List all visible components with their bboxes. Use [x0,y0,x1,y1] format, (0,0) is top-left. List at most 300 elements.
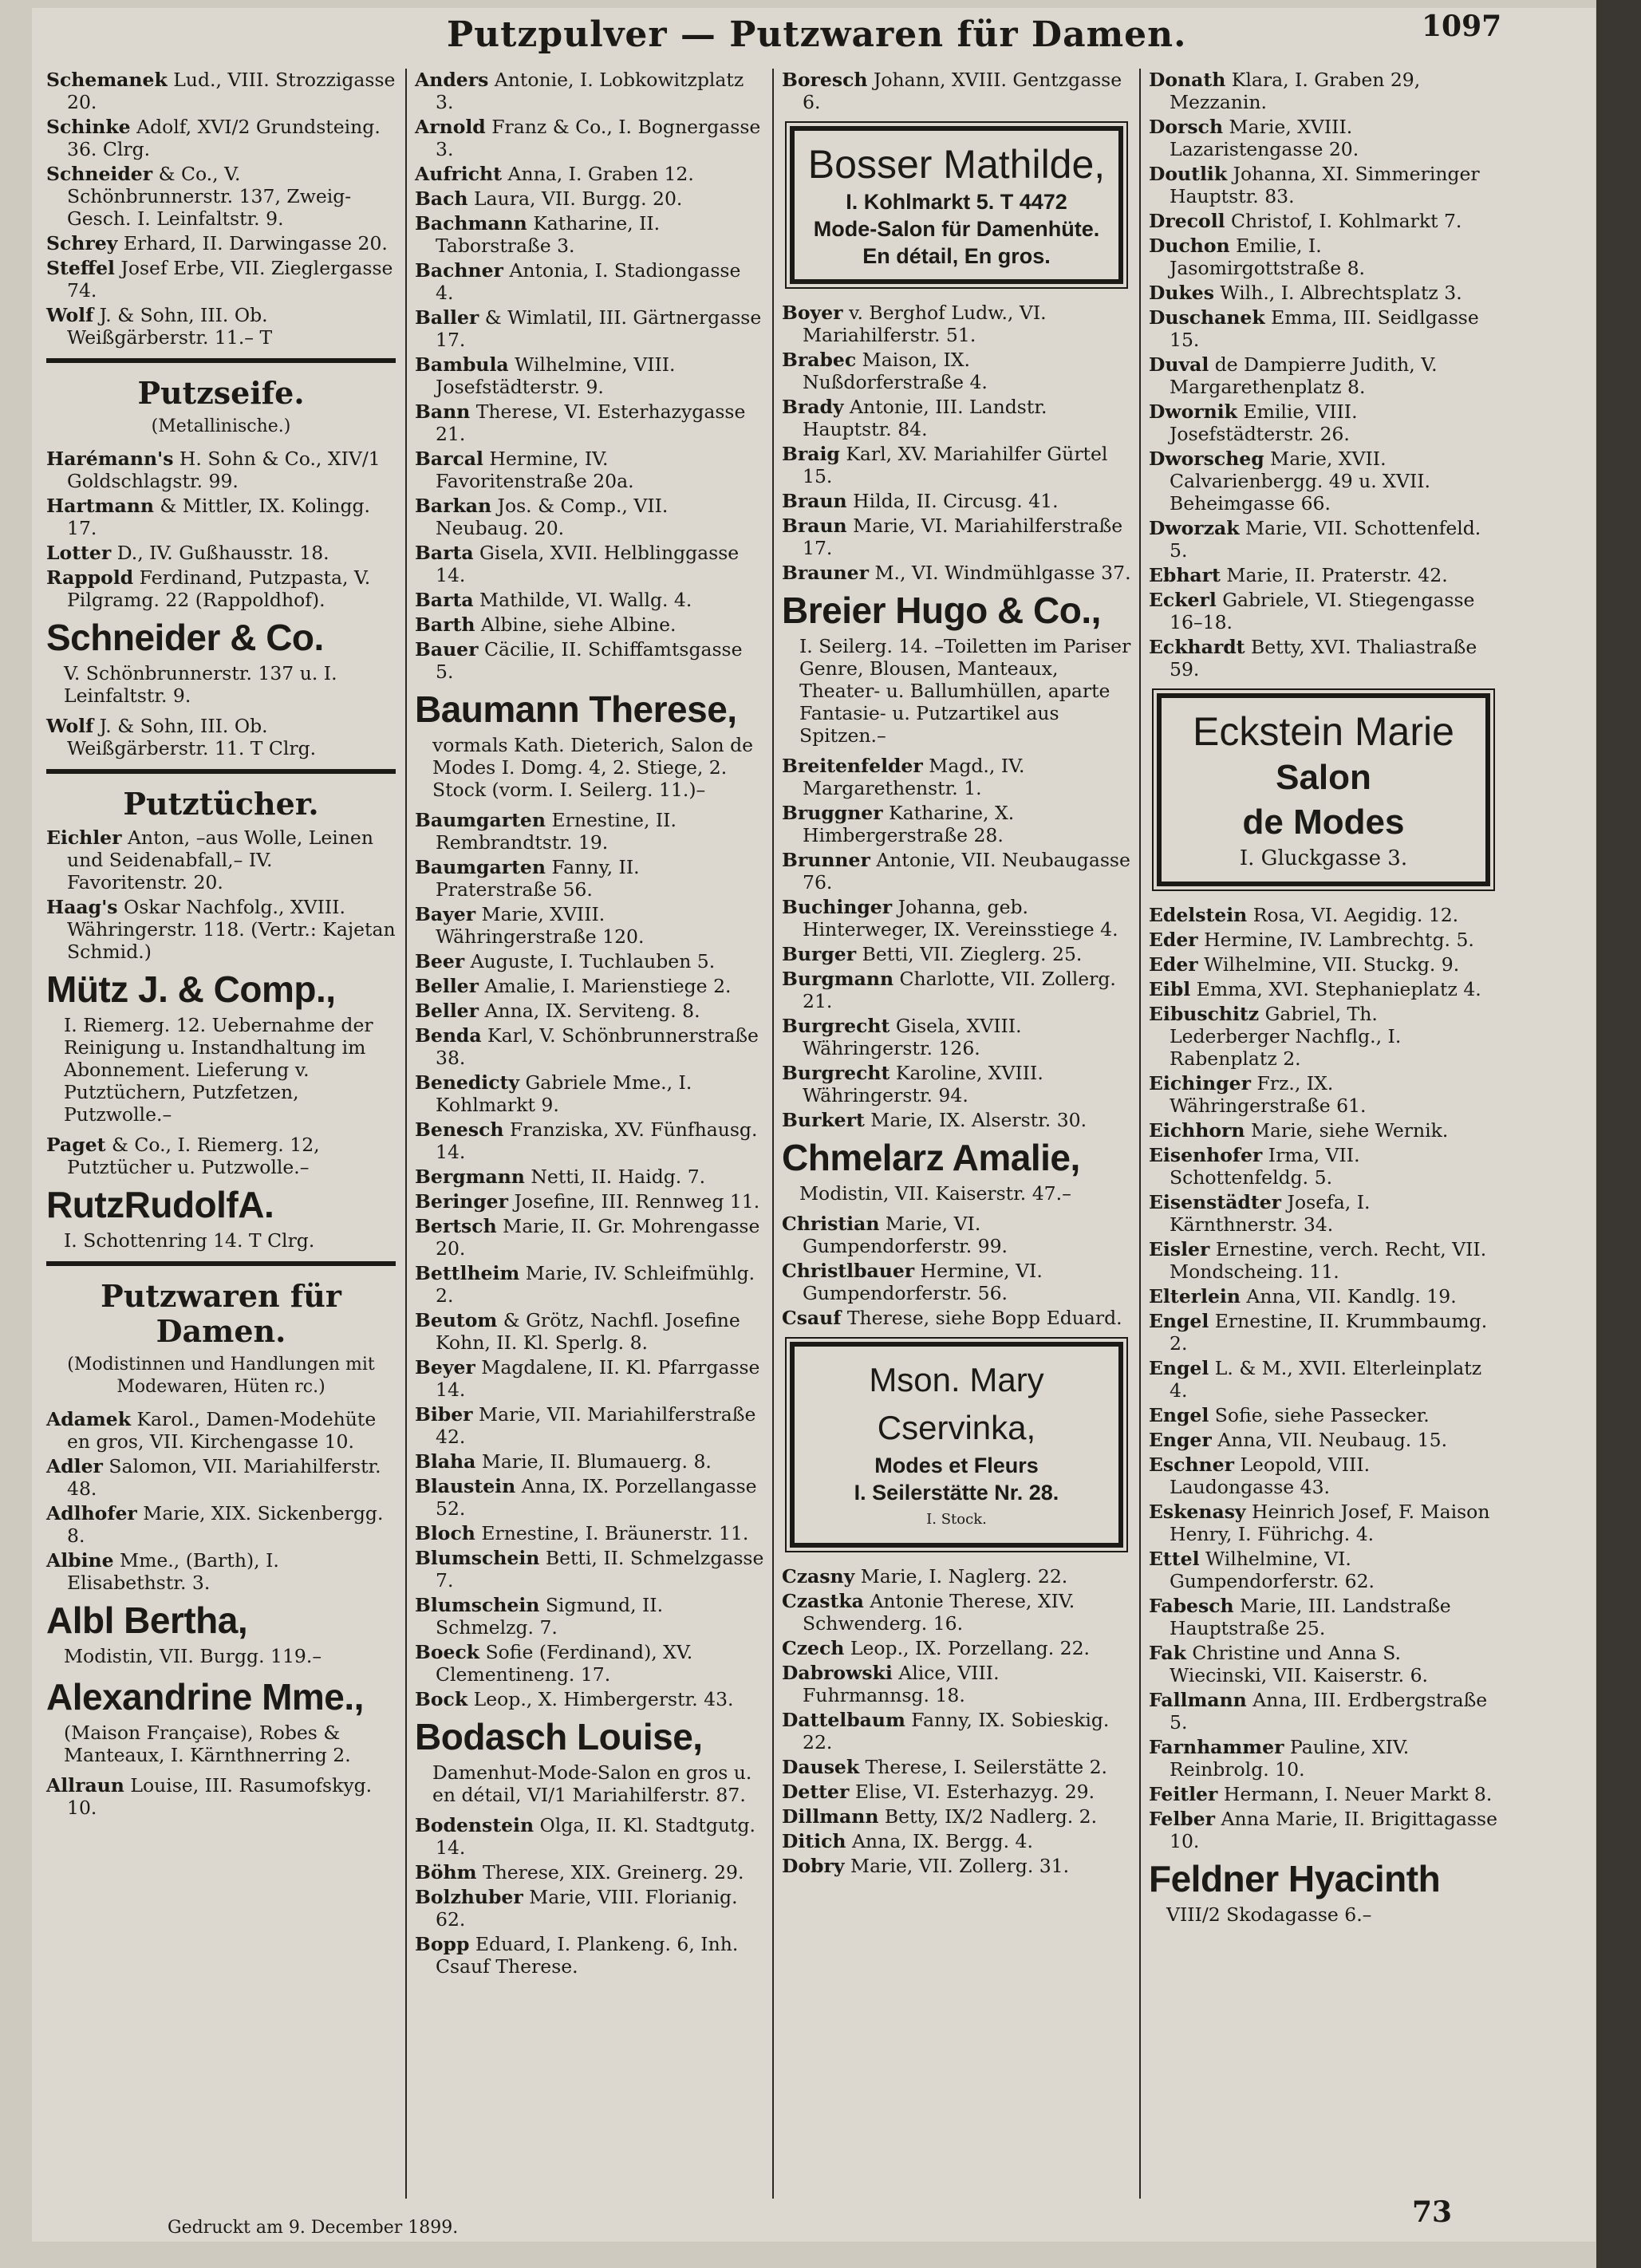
directory-entry [782,69,1131,113]
entry-surname: Dobry [782,1855,845,1877]
entry-surname: Beutom [415,1309,498,1331]
bold-listing-feldner: Feldner Hyacinth [1149,1858,1441,1899]
listing-text: vormals Kath. Dieterich, Salon de Modes I. Domg. 4, 2. Stiege, 2. Stock (vorm. I. Seilerg. 11.)– [432,734,754,801]
entry-details: Ernestine, verch. Recht, VII. Mondscheing. 11. [1170,1238,1487,1283]
directory-entry [782,443,1131,487]
entry-details: Eduard, I. Plankeng. 6, Inh. Csauf Therese. [436,1933,739,1978]
entry-surname: Bergmann [415,1166,525,1188]
signature-number: 73 [1412,2195,1453,2229]
directory-entry [1149,929,1498,951]
entry-surname: Boeck [415,1641,480,1663]
entry-surname: Bodenstein [415,1814,535,1836]
directory-entry [782,968,1131,1012]
entry-details: Mathilde, VI. Wallg. 4. [473,589,692,611]
directory-entry [1149,306,1498,351]
bold-listing-chmelarz: Chmelarz Amalie, [782,1137,1080,1178]
entry-details: J. & Sohn, III. Ob. Weißgärberstr. 11. T Clrg. [67,715,317,759]
listing-text: Damenhut-Mode-Salon en gros u. en détail, VI/1 Mariahilferstr. 87. [432,1761,752,1806]
entry-surname: Doutlik [1149,163,1228,185]
section-rule [46,1261,396,1266]
entry-surname: Steffel [46,257,115,279]
entry-details: Josef Erbe, VII. Zieglergasse 74. [67,257,393,302]
directory-entry [46,232,396,254]
entry-details: Lud., VIII. Strozzigasse 20. [67,69,396,113]
entry-details: L. & M., XVII. Elterleinplatz 4. [1170,1357,1482,1402]
entry-surname: Dabrowski [782,1662,893,1684]
ad-name: Eckstein Marie [1193,709,1454,754]
entry-surname: Eibuschitz [1149,1003,1260,1025]
entries-putztuecher [46,826,396,963]
entry-surname: Arnold [415,116,486,138]
entry-details: Marie, II. Praterstr. 42. [1220,564,1448,586]
directory-entry [1149,1595,1498,1639]
entry-surname: Allraun [46,1774,124,1797]
section-title-putztuecher: Putztücher. [123,786,319,822]
entry-details: Christof, I. Kohlmarkt 7. [1225,210,1462,232]
directory-entry [46,826,396,893]
bold-listing-alexandrine: Alexandrine Mme., [46,1676,364,1718]
entry-details: Katharine, X. Himbergerstraße 28. [803,802,1015,846]
entry-details: de Dampierre Judith, V. Margarethenplatz 8. [1170,353,1438,398]
entry-surname: Eichler [46,826,122,849]
directory-entry [415,638,764,683]
entry-surname: Burgrecht [782,1015,890,1037]
entry-details: Amalie, I. Marienstiege 2. [479,975,732,997]
entry-surname: Eichinger [1149,1072,1252,1095]
entry-surname: Beller [415,975,479,997]
entry-details: Magd., IV. Margarethenstr. 1. [803,755,1025,799]
entry-details: Antonie Therese, XIV. Schwenderg. 16. [803,1590,1075,1635]
entry-surname: Böhm [415,1861,477,1883]
directory-entry [1149,1501,1498,1545]
column-divider [405,69,407,2199]
entries-d-e [1149,69,1498,680]
entry-details: Therese, VI. Esterhazygasse 21. [436,400,746,445]
entry-details: Elise, VI. Esterhazyg. 29. [849,1781,1095,1803]
entry-surname: Schinke [46,116,131,138]
entry-details: Marie, II. Gr. Mohrengasse 20. [436,1215,760,1260]
directory-entry [46,1134,396,1178]
entry-details: Josefa, I. Kärnthnerstr. 34. [1170,1191,1371,1236]
directory-entry [415,448,764,492]
entry-details: Ferdinand, Putzpasta, V. Pilgramg. 22 (Rappoldhof). [67,566,371,611]
directory-entry [415,116,764,160]
directory-entry [1149,1548,1498,1592]
entry-details: Cäcilie, II. Schiffamtsgasse 5. [436,638,743,683]
entry-surname: Czasny [782,1565,855,1588]
directory-entry [415,1356,764,1401]
entry-surname: Boresch [782,69,868,91]
entry-details: Josefine, III. Rennweg 11. [507,1190,760,1213]
entry-details: Klara, I. Graben 29, Mezzanin. [1170,69,1421,113]
entry-details: Alice, VIII. Fuhrmannsg. 18. [803,1662,1000,1706]
entry-details: Antonie, III. Landstr. Hauptstr. 84. [803,396,1047,440]
directory-entry [782,1109,1131,1131]
directory-entry [46,1408,396,1453]
entry-details: Marie, XVII. Calvarienbergg. 49 u. XVII. Beheimgasse 66. [1170,448,1430,515]
entry-details: Gabriele, VI. Stiegengasse 16–18. [1170,589,1475,633]
entries-b-5 [782,755,1131,1131]
directory-entry [415,975,764,997]
entry-details: Olga, II. Kl. Stadtgutg. 14. [436,1814,756,1859]
entry-details: Anna, VII. Kandlg. 19. [1240,1285,1457,1308]
entry-surname: Brabec [782,349,857,371]
entry-surname: Donath [1149,69,1226,91]
entry-surname: Benda [415,1024,482,1047]
entry-surname: Bann [415,400,471,423]
entry-details: Anna, VII. Neubaug. 15. [1211,1429,1448,1451]
entry-surname: Buchinger [782,896,893,918]
entry-surname: Engel [1149,1404,1209,1426]
entry-surname: Eckerl [1149,589,1217,611]
directory-entry [46,1455,396,1500]
entries-putzpulver [46,69,396,349]
directory-entry [1149,1003,1498,1070]
directory-entry [415,1861,764,1883]
directory-entry [415,1886,764,1931]
entry-details: Anna, IX. Porzellangasse 52. [436,1475,757,1520]
directory-entry [415,212,764,257]
directory-entry [1149,400,1498,445]
entry-surname: Engel [1149,1310,1209,1332]
entry-surname: Bettlheim [415,1262,520,1284]
directory-entry [46,1502,396,1547]
entry-surname: Schemanek [46,69,168,91]
directory-entry [415,1933,764,1978]
entry-surname: Haag's [46,896,118,918]
entry-details: Marie, VII. Schottenfeld. 5. [1170,517,1481,562]
entry-details: Johanna, geb. Hinterweger, IX. Vereinsstiege 4. [803,896,1118,941]
entry-details: & Co., I. Riemerg. 12, Putztücher u. Putzwolle.– [67,1134,320,1178]
entry-details: Johanna, XI. Simmeringer Hauptstr. 83. [1170,163,1480,207]
ad-address: I. Kohlmarkt 5. T 4472 [846,190,1067,214]
entry-surname: Eder [1149,929,1198,951]
directory-entry [782,1260,1131,1304]
entry-details: Marie, VII. Zollerg. 31. [844,1855,1070,1877]
entry-details: Karl, XV. Mariahilfer Gürtel 15. [803,443,1108,487]
entry-details: Frz., IX. Währingerstraße 61. [1170,1072,1367,1117]
directory-entry [415,259,764,304]
entry-surname: Drecoll [1149,210,1225,232]
entry-details: & Mittler, IX. Kolingg. 17. [67,495,371,539]
directory-entry [782,1062,1131,1106]
listing-text: Modistin, VII. Kaiserstr. 47.– [799,1182,1071,1205]
directory-entry [1149,1736,1498,1781]
entry-details: Marie, XVIII. Währingerstraße 120. [436,903,645,948]
directory-entry [1149,1238,1498,1283]
ad-name: Bosser Mathilde, [807,142,1106,187]
entry-details: & Grötz, Nachfl. Josefine Kohn, II. Kl. Sperlg. 8. [436,1309,740,1354]
entry-surname: Beller [415,1000,479,1022]
entries-putztuecher-2 [46,1134,396,1178]
entry-details: Katharine, II. Taborstraße 3. [436,212,661,257]
directory-entry [415,1522,764,1544]
entry-details: Therese, I. Seilerstätte 2. [859,1756,1107,1778]
directory-entry [1149,1310,1498,1355]
entry-details: Hermine, VI. Gumpendorferstr. 56. [803,1260,1043,1304]
entry-details: Adolf, XVI/2 Grundsteing. 36. Clrg. [67,116,381,160]
entry-details: Marie, VI. Gumpendorferstr. 99. [803,1213,1008,1257]
directory-entry [782,802,1131,846]
ad-line: Salon [1276,758,1371,797]
entry-details: Anna, IX. Serviteng. 8. [479,1000,700,1022]
directory-entry [1149,1191,1498,1236]
entry-surname: Beringer [415,1190,508,1213]
section-rule [46,769,396,774]
entry-details: Charlotte, VII. Zollerg. 21. [803,968,1116,1012]
entry-surname: Czastka [782,1590,864,1612]
entry-details: Marie, III. Landstraße Hauptstraße 25. [1170,1595,1451,1639]
entry-surname: Bloch [415,1522,475,1544]
entry-details: Magdalene, II. Kl. Pfarrgasse 14. [436,1356,760,1401]
entry-surname: Brady [782,396,844,418]
entry-details: Ernestine, I. Bräunerstr. 11. [475,1522,749,1544]
directory-entry [782,1756,1131,1778]
directory-entry [415,1309,764,1354]
entries-c [782,1213,1131,1329]
entry-surname: Enger [1149,1429,1212,1451]
entry-surname: Fak [1149,1642,1186,1664]
entry-surname: Bachmann [415,212,527,235]
directory-entry [1149,163,1498,207]
bold-listing-muetz: Mütz J. & Comp., [46,968,336,1010]
column-divider [772,69,774,2199]
entry-surname: Eskenasy [1149,1501,1246,1523]
directory-entry [46,896,396,963]
directory-entry [1149,636,1498,680]
entry-details: Hermine, IV. Lambrechtg. 5. [1197,929,1474,951]
entry-surname: Feitler [1149,1783,1218,1805]
entry-surname: Felber [1149,1808,1216,1830]
directory-entry [1149,1453,1498,1498]
entries-putzseife [46,448,396,611]
listing-text: (Maison Française), Robes & Manteaux, I. Kärnthnerring 2. [64,1722,351,1766]
directory-entry [46,542,396,564]
entry-surname: Duchon [1149,235,1230,257]
directory-entry [782,1015,1131,1059]
entries-b-2 [415,1814,764,1978]
entry-details: Rosa, VI. Aegidig. 12. [1247,904,1459,926]
entry-surname: Dworscheg [1149,448,1264,470]
entry-surname: Braun [782,515,847,537]
directory-entry [782,302,1131,346]
entry-details: v. Berghof Ludw., VI. Mariahilferstr. 51. [803,302,1047,346]
entry-surname: Bachner [415,259,503,282]
entry-surname: Baumgarten [415,856,546,878]
entry-details: Anna, III. Erdbergstraße 5. [1170,1689,1488,1734]
entry-surname: Brauner [782,562,869,584]
entry-details: Wilh., I. Albrechtsplatz 3. [1213,282,1462,304]
entry-details: Marie, siehe Wernik. [1245,1119,1449,1142]
ad-address: I. Seilerstätte Nr. 28. [854,1481,1059,1505]
entry-details: Marie, II. Blumauerg. 8. [475,1450,712,1473]
entry-details: Marie, VII. Mariahilferstraße 42. [436,1403,756,1448]
directory-entry [415,163,764,185]
directory-entry [1149,210,1498,232]
directory-entry [1149,282,1498,304]
entry-surname: Blumschein [415,1594,540,1616]
directory-entry [415,1000,764,1022]
entry-details: Gabriele Mme., I. Kohlmarkt 9. [436,1071,692,1116]
entry-details: Emma, III. Seidlgasse 15. [1170,306,1479,351]
entry-details: J. & Sohn, III. Ob. Weißgärberstr. 11.– T [67,304,273,349]
entry-surname: Fabesch [1149,1595,1234,1617]
entry-surname: Boyer [782,302,843,324]
entry-details: Therese, siehe Bopp Eduard. [841,1307,1122,1329]
directory-entry [415,353,764,398]
entry-surname: Ebhart [1149,564,1221,586]
directory-entry [415,856,764,901]
column-1 [46,69,396,2204]
entry-surname: Bopp [415,1933,470,1955]
directory-entry [1149,517,1498,562]
entry-surname: Harémann's [46,448,174,470]
entry-surname: Eisenstädter [1149,1191,1282,1213]
entry-details: Anton, –aus Wolle, Leinen und Seidenabfall,– IV. Favoritenstr. 20. [67,826,373,893]
entry-details: Hermann, I. Neuer Markt 8. [1217,1783,1493,1805]
entry-details: Leopold, VIII. Laudongasse 43. [1170,1453,1371,1498]
entry-details: Betty, XVI. Thaliastraße 59. [1170,636,1477,680]
directory-entry [782,849,1131,893]
directory-entry [415,400,764,445]
entry-details: Karl, V. Schönbrunnerstraße 38. [436,1024,759,1069]
entry-surname: Ditich [782,1830,846,1852]
entry-details: Betti, II. Schmelzgasse 7. [436,1547,764,1592]
directory-entry [782,1307,1131,1329]
entry-details: Fanny, IX. Sobieskig. 22. [803,1709,1110,1753]
entry-details: Wilhelmine, VII. Stuckg. 9. [1197,953,1460,976]
entry-surname: Eisenhofer [1149,1144,1263,1166]
directory-entry [415,187,764,210]
entry-surname: Csauf [782,1307,842,1329]
directory-entry [1149,1404,1498,1426]
directory-entry [1149,235,1498,279]
listing-text: I. Riemerg. 12. Uebernahme der Reinigung u. Instandhaltung im Abonnement. Lieferung v. Putztüchern, Putzfetzen, Putzwolle.– [64,1014,373,1126]
ad-line-2: de Modes [1242,803,1405,842]
entries-b [415,809,764,1710]
section-subtitle: (Metallinische.) [151,416,291,436]
entry-surname: Dukes [1149,282,1214,304]
directory-entry [1149,1429,1498,1451]
section-rule [46,358,396,363]
entry-surname: Bach [415,187,468,210]
entry-surname: Dattelbaum [782,1709,905,1731]
advertisement-cservinka [790,1342,1123,1548]
directory-entry [46,304,396,349]
entry-surname: Dwornik [1149,400,1237,423]
bold-listing-rutz: RutzRudolfA. [46,1184,274,1225]
entry-surname: Dausek [782,1756,860,1778]
advertisement-eckstein [1157,693,1490,886]
directory-entry [46,715,396,759]
directory-entry [415,1688,764,1710]
entry-surname: Benedicty [415,1071,520,1094]
entry-surname: Bayer [415,903,476,925]
entry-details: Sofie, siehe Passecker. [1209,1404,1430,1426]
entry-surname: Burgmann [782,968,894,990]
entry-surname: Christlbauer [782,1260,915,1282]
entries-b-3 [782,69,1131,113]
entry-details: Marie, XVIII. Lazaristengasse 20. [1170,116,1359,160]
entry-details: Ernestine, II. Rembrandtstr. 19. [436,809,677,854]
entry-details: Auguste, I. Tuchlauben 5. [464,950,716,972]
entry-details: Emilie, I. Jasomirgottstraße 8. [1170,235,1365,279]
printed-date: Gedruckt am 9. December 1899. [168,2218,459,2238]
column-3 [782,69,1131,2204]
entry-details: Gisela, XVII. Helblinggasse 14. [436,542,740,586]
entry-surname: Bruggner [782,802,883,824]
entry-surname: Bambula [415,353,509,376]
entry-surname: Engel [1149,1357,1209,1379]
section-title-putzwaren: Putzwaren für Damen. [101,1278,341,1349]
entry-surname: Eckhardt [1149,636,1245,658]
entry-surname: Adler [46,1455,103,1477]
entries-e-f [1149,904,1498,1852]
entry-surname: Duschanek [1149,306,1265,329]
ad-line: Modes et Fleurs [874,1453,1039,1477]
directory-entry [782,1590,1131,1635]
entry-surname: Aufricht [415,163,502,185]
page-number: 1097 [1422,10,1502,43]
directory-entry [46,1549,396,1594]
entry-details: Antonie, I. Lobkowitzplatz 3. [436,69,744,113]
entry-details: Leop., IX. Porzellang. 22. [844,1637,1091,1659]
directory-entry [1149,1119,1498,1142]
entries-putzwaren-2 [46,1774,396,1819]
listing-text: V. Schönbrunnerstr. 137 u. I. Leinfaltstr. 9. [64,662,337,707]
directory-entry [782,1830,1131,1852]
entry-details: Karoline, XVIII. Währingerstr. 94. [803,1062,1043,1106]
entry-details: Emma, XVI. Stephanieplatz 4. [1190,978,1481,1000]
entry-details: Irma, VII. Schottenfeldg. 5. [1170,1144,1360,1189]
section-title-putzseife: Putzseife. [137,375,305,411]
entry-details: Oskar Nachfolg., XVIII. Währingerstr. 118. (Vertr.: Kajetan Schmid.) [67,896,396,963]
entry-surname: Farnhammer [1149,1736,1284,1758]
ad-note: I. Stock. [926,1511,987,1528]
entry-details: Marie, VI. Mariahilferstraße 17. [803,515,1123,559]
entry-details: D., IV. Gußhausstr. 18. [111,542,329,564]
entry-details: Marie, IX. Alserstr. 30. [864,1109,1087,1131]
directory-entry [1149,978,1498,1000]
directory-entry [1149,564,1498,586]
entry-surname: Barcal [415,448,483,470]
directory-entry [782,1565,1131,1588]
entry-details: Antonie, VII. Neubaugasse 76. [803,849,1130,893]
directory-entry [46,566,396,611]
entry-surname: Christian [782,1213,880,1235]
bold-listing-baumann: Baumann Therese, [415,688,737,730]
directory-entry [46,448,396,492]
entry-surname: Detter [782,1781,850,1803]
entry-surname: Czech [782,1637,845,1659]
entry-surname: Adamek [46,1408,131,1430]
directory-entry [415,1594,764,1639]
directory-entry [415,1118,764,1163]
entry-surname: Biber [415,1403,473,1426]
directory-entry [46,495,396,539]
entry-surname: Schrey [46,232,118,254]
entry-details: M., VI. Windmühlgasse 37. [868,562,1131,584]
directory-entry [1149,69,1498,113]
entry-surname: Burgrecht [782,1062,890,1084]
entry-details: Laura, VII. Burgg. 20. [467,187,683,210]
entry-details: Sigmund, II. Schmelzg. 7. [436,1594,664,1639]
directory-entry [415,1547,764,1592]
entry-details: Wilhelmine, VIII. Josefstädterstr. 9. [436,353,676,398]
entry-surname: Benesch [415,1118,504,1141]
directory-entry [1149,589,1498,633]
directory-entry [415,1475,764,1520]
